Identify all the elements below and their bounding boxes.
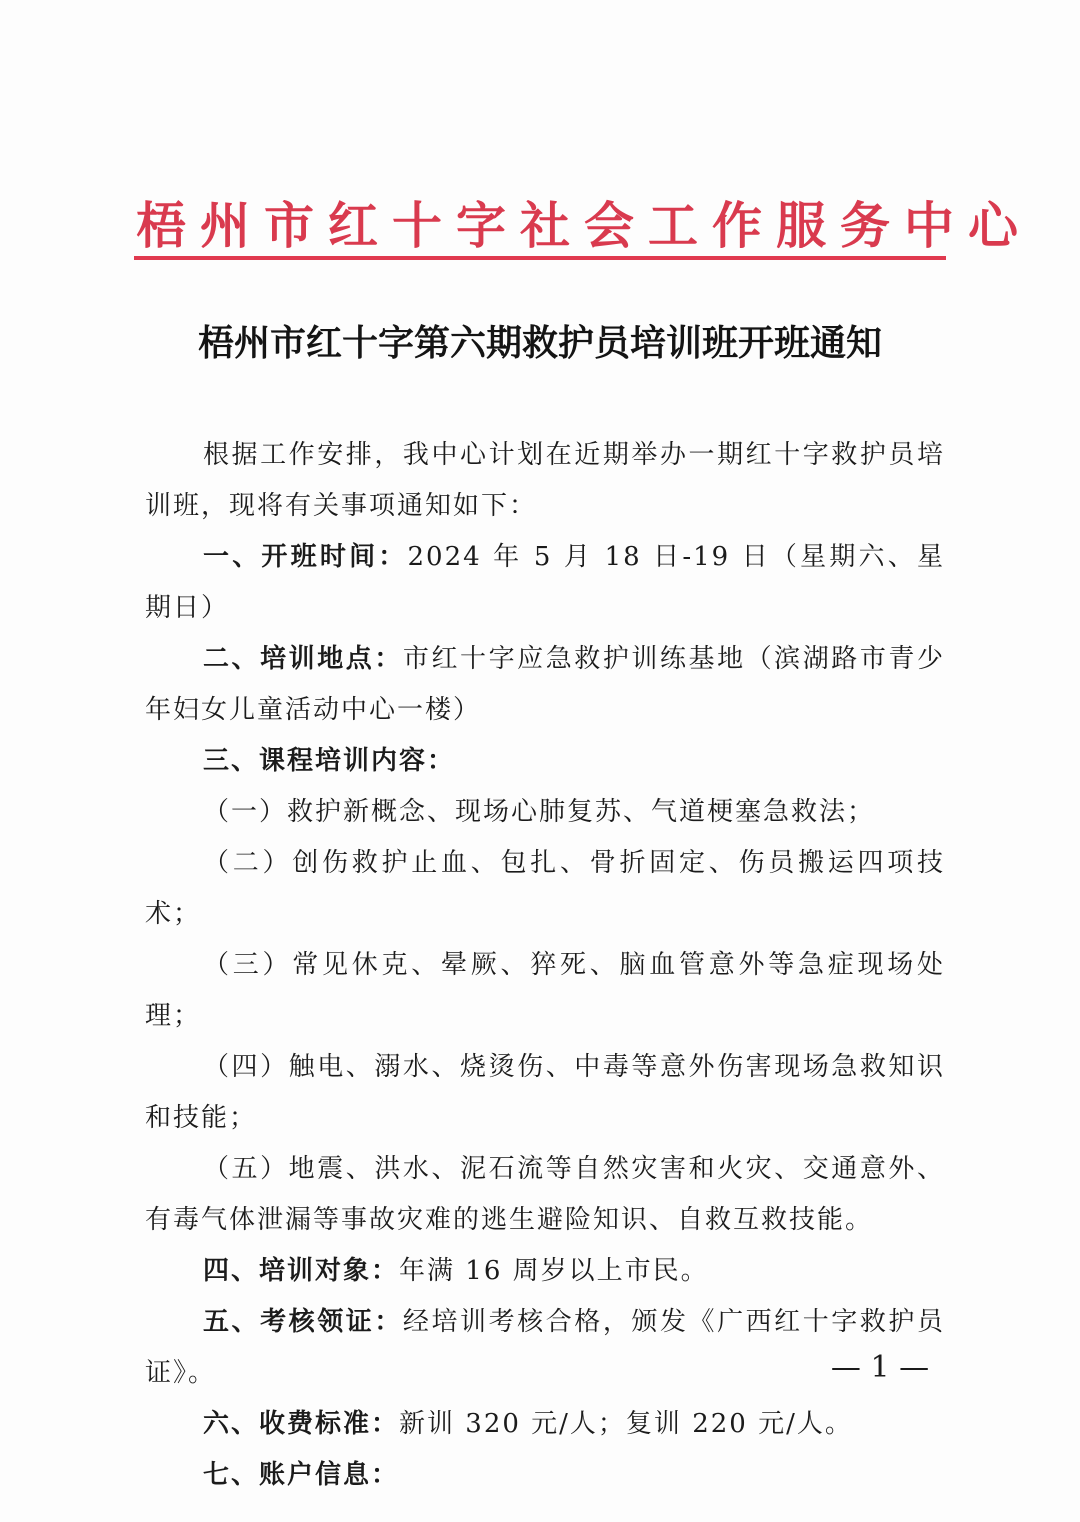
section-heading: 二、培训地点： [203, 644, 403, 674]
organization-letterhead: 梧州市红十字社会工作服务中心 [136, 196, 1032, 255]
section-text: 年满 16 周岁以上市民。 [399, 1256, 709, 1286]
intro-paragraph: 根据工作安排，我中心计划在近期举办一期红十字救护员培训班，现将有关事项通知如下： [145, 440, 945, 521]
section-1 [145, 532, 945, 634]
course-item: （三）常见休克、晕厥、猝死、脑血管意外等急症现场处理； [145, 950, 945, 1031]
course-item: （二）创伤救护止血、包扎、骨折固定、伤员搬运四项技术； [145, 848, 945, 929]
section-4 [145, 1246, 945, 1297]
section-6 [145, 1399, 945, 1450]
section-3 [145, 736, 945, 787]
notice-title: 梧州市红十字第六期救护员培训班开班通知 [197, 322, 882, 364]
course-item: （五）地震、洪水、泥石流等自然灾害和火灾、交通意外、有毒气体泄漏等事故灾难的逃生避险知识、自救互救技能。 [145, 1154, 945, 1235]
section-heading: 五、考核领证： [203, 1307, 403, 1337]
section-heading: 七、账户信息： [203, 1460, 400, 1490]
letterhead-red-rule [134, 256, 946, 260]
section-7 [145, 1450, 945, 1501]
notice-body [145, 430, 945, 1501]
page-number: — 1 — [830, 1350, 930, 1385]
section-text: 2024 年 5 月 18 日-19 日（星期六、星期日） [145, 542, 945, 623]
course-item: （四）触电、溺水、烧烫伤、中毒等意外伤害现场急救知识和技能； [145, 1052, 945, 1133]
section-text: 经培训考核合格，颁发《广西红十字救护员证》。 [145, 1307, 945, 1388]
section-heading: 三、课程培训内容： [203, 746, 456, 776]
section-text: 新训 320 元/人；复训 220 元/人。 [399, 1409, 853, 1439]
section-heading: 一、开班时间： [203, 542, 408, 572]
section-heading: 四、培训对象： [203, 1256, 400, 1286]
section-text: 市红十字应急救护训练基地（滨湖路市青少年妇女儿童活动中心一楼） [145, 644, 945, 725]
section-heading: 六、收费标准： [203, 1409, 400, 1439]
course-item: （一）救护新概念、现场心肺复苏、气道梗塞急救法； [203, 797, 876, 827]
section-2 [145, 634, 945, 736]
